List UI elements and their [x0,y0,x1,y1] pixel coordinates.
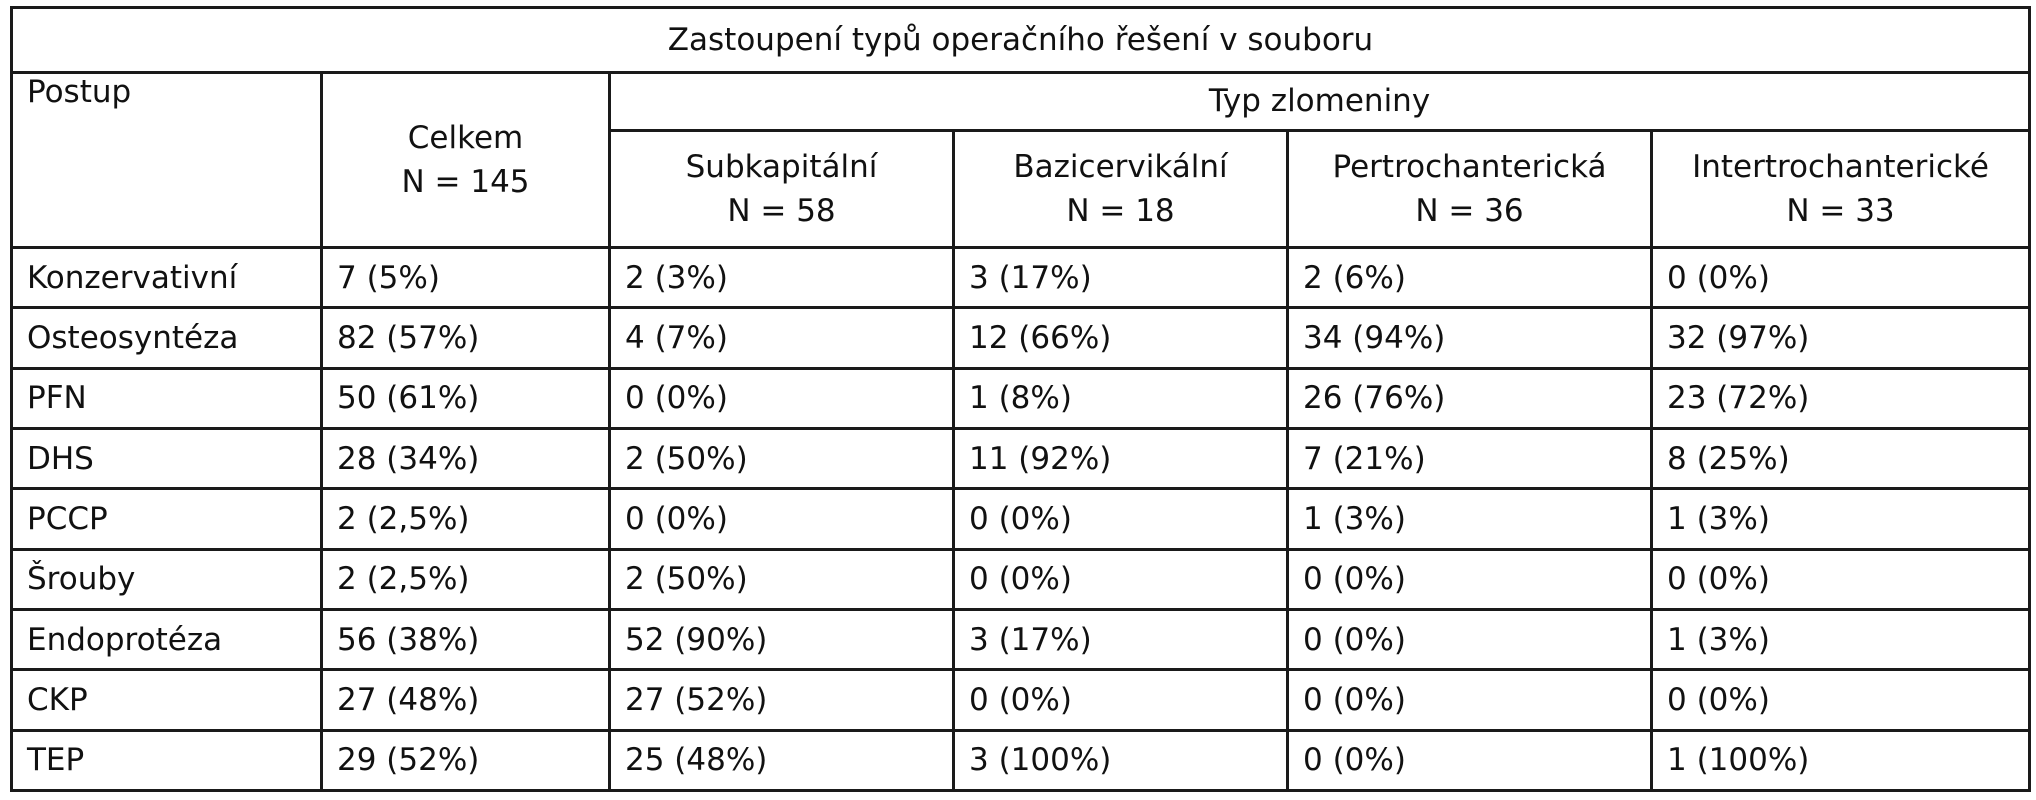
table-row [12,730,2030,790]
row-label: Endoprotéza [12,609,322,669]
cell-value: 28 (34%) [322,429,610,489]
cell-value: 56 (38%) [322,609,610,669]
row-label: PCCP [12,489,322,549]
cell-value: 27 (52%) [610,670,954,730]
cell-value: 0 (0%) [1652,549,2030,609]
table-title: Zastoupení typů operačního řešení v souboru [12,8,2030,73]
cell-value: 3 (17%) [954,248,1288,308]
table-row [12,549,2030,609]
cell-value: 3 (100%) [954,730,1288,790]
header-col-n: N = 58 [727,192,836,229]
header-col-label: Intertrochanterické [1692,148,1989,185]
row-label: PFN [12,368,322,428]
cell-value: 34 (94%) [1288,308,1652,368]
cell-value: 23 (72%) [1652,368,2030,428]
cell-value: 27 (48%) [322,670,610,730]
cell-value: 0 (0%) [954,549,1288,609]
cell-value: 2 (2,5%) [322,549,610,609]
cell-value: 29 (52%) [322,730,610,790]
header-col-intertrochantericke [1652,130,2030,247]
cell-value: 82 (57%) [322,308,610,368]
cell-value: 25 (48%) [610,730,954,790]
cell-value: 1 (8%) [954,368,1288,428]
cell-value: 4 (7%) [610,308,954,368]
row-label: Osteosyntéza [12,308,322,368]
cell-value: 7 (5%) [322,248,610,308]
cell-value: 12 (66%) [954,308,1288,368]
header-postup: Postup [12,72,322,248]
header-col-label: Subkapitální [685,148,878,185]
cell-value: 2 (6%) [1288,248,1652,308]
header-col-n: N = 36 [1415,192,1524,229]
header-fracture-type: Typ zlomeniny [610,72,2030,130]
row-label: CKP [12,670,322,730]
header-col-bazicervikalni [954,130,1288,247]
cell-value: 2 (2,5%) [322,489,610,549]
table-row [12,609,2030,669]
cell-value: 0 (0%) [1652,248,2030,308]
cell-value: 52 (90%) [610,609,954,669]
row-label: Šrouby [12,549,322,609]
cell-value: 0 (0%) [610,368,954,428]
cell-value: 0 (0%) [954,489,1288,549]
cell-value: 2 (3%) [610,248,954,308]
header-col-label: Bazicervikální [1013,148,1228,185]
table-row [12,248,2030,308]
cell-value: 2 (50%) [610,549,954,609]
header-col-n: N = 33 [1786,192,1895,229]
cell-value: 2 (50%) [610,429,954,489]
cell-value: 11 (92%) [954,429,1288,489]
header-total-label: Celkem [407,119,524,156]
header-col-n: N = 18 [1066,192,1175,229]
cell-value: 3 (17%) [954,609,1288,669]
cell-value: 7 (21%) [1288,429,1652,489]
cell-value: 1 (3%) [1288,489,1652,549]
cell-value: 26 (76%) [1288,368,1652,428]
cell-value: 50 (61%) [322,368,610,428]
cell-value: 0 (0%) [1288,609,1652,669]
row-label: TEP [12,730,322,790]
header-total [322,72,610,248]
cell-value: 0 (0%) [1652,670,2030,730]
table-row [12,368,2030,428]
row-label: DHS [12,429,322,489]
header-col-subkapitalni [610,130,954,247]
cell-value: 0 (0%) [954,670,1288,730]
cell-value: 0 (0%) [1288,549,1652,609]
cell-value: 1 (3%) [1652,609,2030,669]
cell-value: 1 (100%) [1652,730,2030,790]
cell-value: 32 (97%) [1652,308,2030,368]
table-row [12,489,2030,549]
cell-value: 8 (25%) [1652,429,2030,489]
cell-value: 0 (0%) [610,489,954,549]
row-label: Konzervativní [12,248,322,308]
header-col-label: Pertrochanterická [1332,148,1607,185]
cell-value: 0 (0%) [1288,670,1652,730]
surgery-types-table [10,6,2031,792]
table-row [12,429,2030,489]
cell-value: 0 (0%) [1288,730,1652,790]
header-col-pertrochantericka [1288,130,1652,247]
table-row [12,670,2030,730]
header-total-n: N = 145 [401,163,530,200]
table-row [12,308,2030,368]
cell-value: 1 (3%) [1652,489,2030,549]
